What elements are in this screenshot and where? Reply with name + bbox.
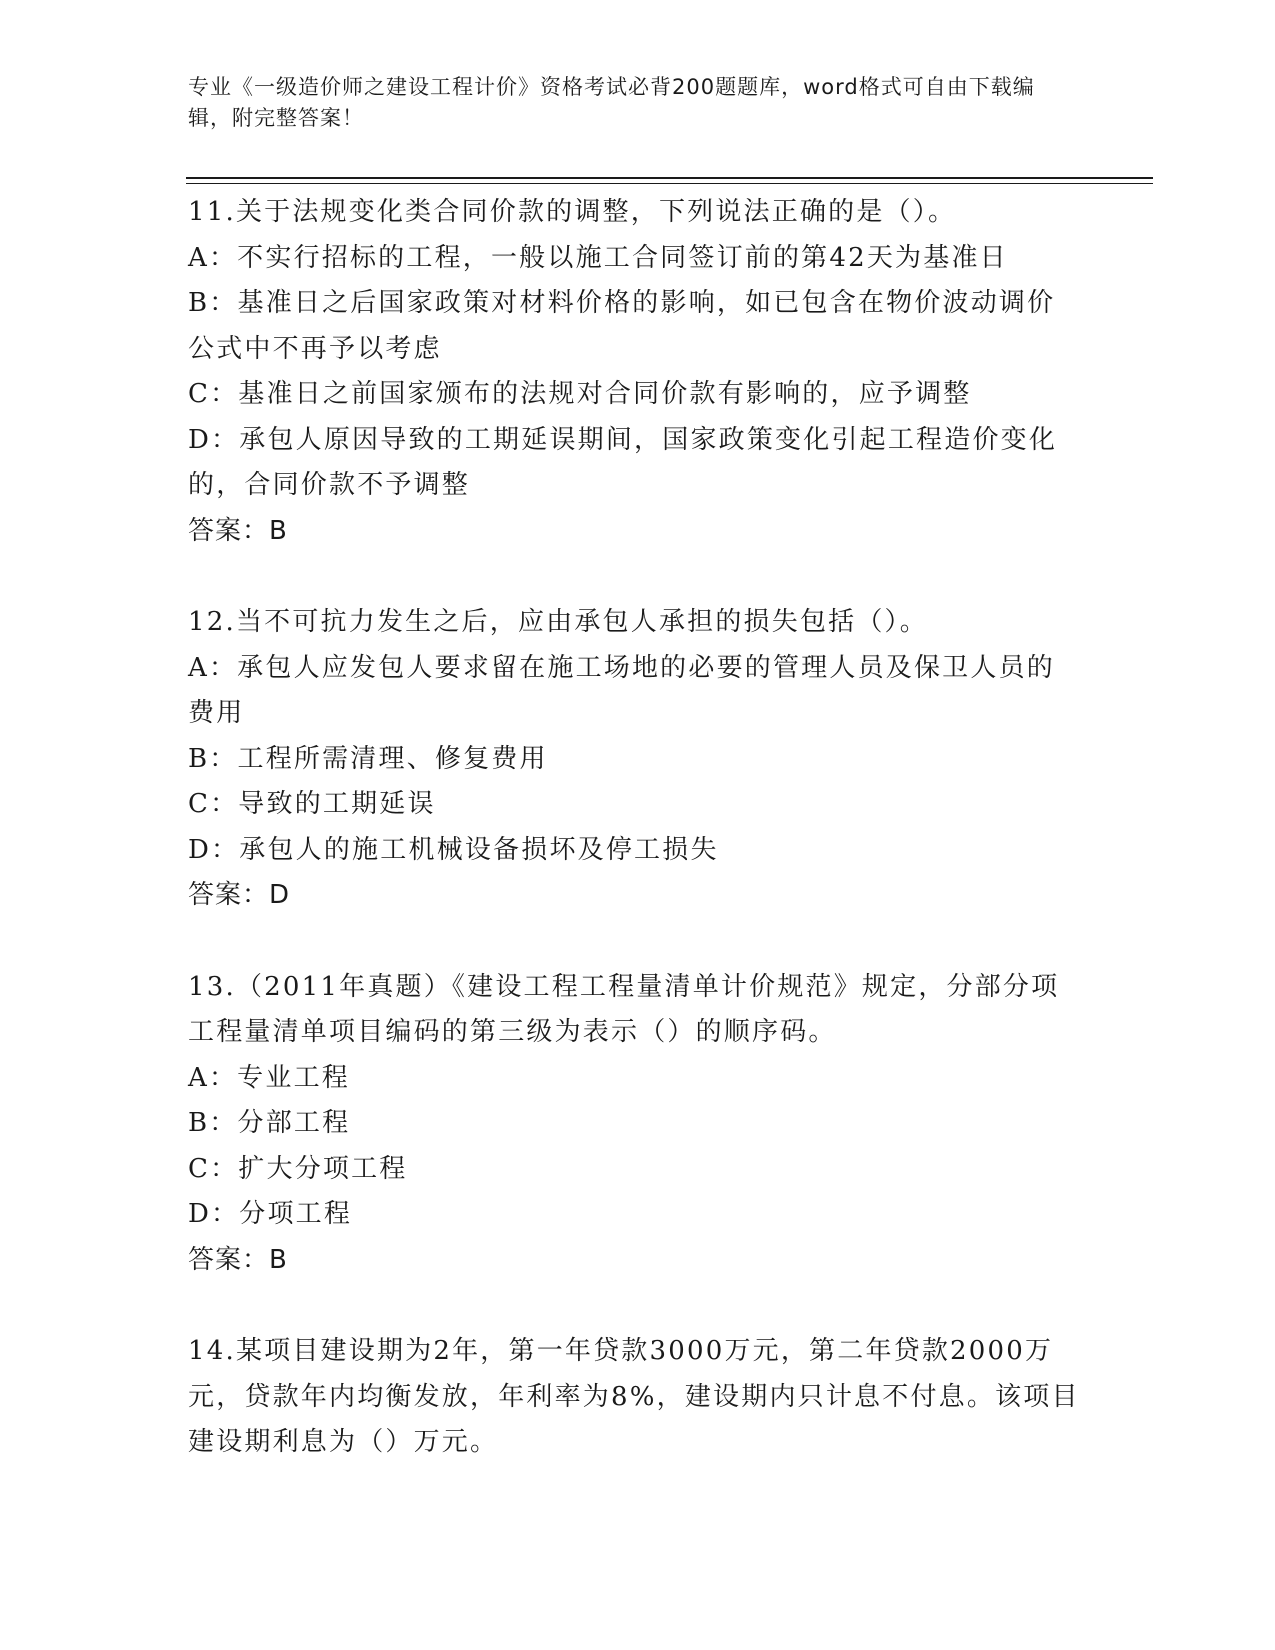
header-divider-thin — [186, 183, 1153, 184]
option-a: A：专业工程 — [188, 1062, 350, 1093]
option-c: C：基准日之前国家颁布的法规对合同价款有影响的，应予调整 — [188, 379, 972, 409]
question-14 — [188, 1329, 1083, 1466]
answer: 答案：B — [188, 1244, 288, 1275]
option-a: A：不实行招标的工程，一般以施工合同签订前的第42天为基准日 — [188, 242, 1008, 273]
question-stem: 11.关于法规变化类合同价款的调整，下列说法正确的是（）。 — [188, 197, 957, 227]
option-d: D：分项工程 — [188, 1199, 353, 1229]
answer: 答案：B — [188, 515, 288, 546]
option-b: B：分部工程 — [188, 1108, 351, 1138]
option-b: B：基准日之后国家政策对材料价格的影响，如已包含在物价波动调价公式中不再予以考虑 — [188, 288, 1056, 364]
option-d: D：承包人的施工机械设备损坏及停工损失 — [188, 834, 719, 865]
option-b: B：工程所需清理、修复费用 — [188, 743, 548, 774]
question-13 — [188, 965, 1083, 1284]
option-a: A：承包人应发包人要求留在施工场地的必要的管理人员及保卫人员的费用 — [188, 652, 1055, 728]
option-d: D：承包人原因导致的工期延误期间，国家政策变化引起工程造价变化的，合同价款不予调整 — [188, 424, 1058, 500]
option-c: C：导致的工期延误 — [188, 789, 436, 819]
question-stem: 13.（2011年真题）《建设工程工程量清单计价规范》规定，分部分项工程量清单项目编码的第三级为表示（）的顺序码。 — [188, 971, 1060, 1047]
question-list — [188, 190, 1083, 1512]
question-stem: 12.当不可抗力发生之后，应由承包人承担的损失包括（）。 — [188, 607, 928, 637]
answer: 答案：D — [188, 880, 291, 910]
question-11 — [188, 190, 1083, 554]
question-stem: 14.某项目建设期为2年，第一年贷款3000万元，第二年贷款2000万元，贷款年内均衡发放，年利率为8%，建设期内只计息不付息。该项目建设期利息为（）万元。 — [188, 1336, 1080, 1457]
option-c: C：扩大分项工程 — [188, 1153, 408, 1184]
question-12 — [188, 600, 1083, 919]
document-header: 专业《一级造价师之建设工程计价》资格考试必背200题题库，word格式可自由下载编辑，附完整答案！ — [188, 75, 1035, 130]
header-divider-thick — [186, 177, 1153, 179]
